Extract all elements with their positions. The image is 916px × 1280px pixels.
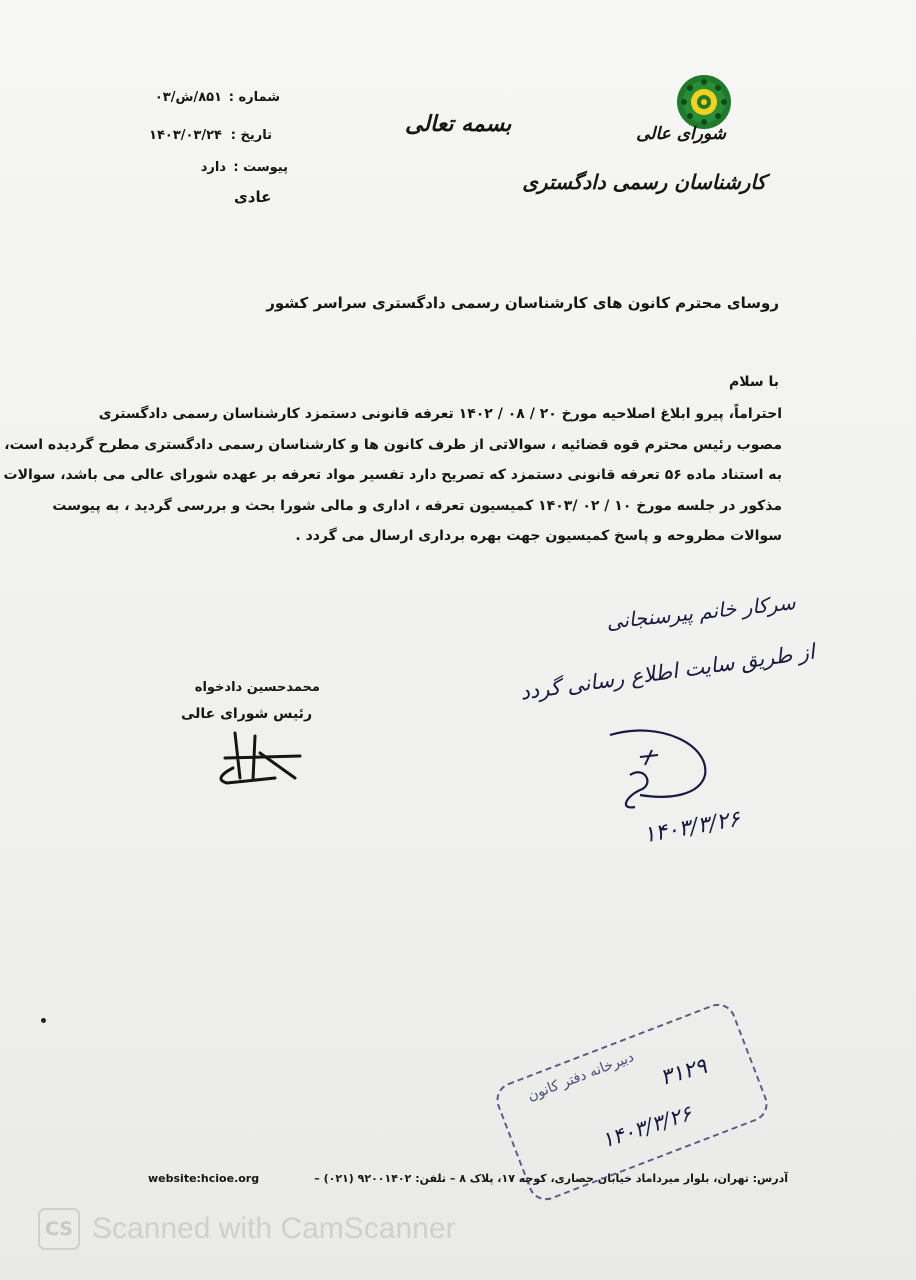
watermark-text: Scanned with CamScanner — [92, 1212, 456, 1245]
council-emblem-icon — [676, 74, 732, 130]
letter-body — [3, 399, 782, 552]
body-line: احتراماً، پیرو ابلاغ اصلاحیه مورخ ۲۰ / ۰۸ / ۱۴۰۲ تعرفه قانونی دستمزد کارشناسان رسمی دادگستری — [98, 406, 782, 422]
signer-title: رئیس شورای عالی — [180, 706, 312, 722]
camscanner-watermark — [38, 1205, 498, 1253]
signature-mark-icon — [205, 728, 310, 788]
letter-date-label: تاریخ : — [230, 128, 272, 143]
stamp-title: دبیرخانه دفتر کانون — [525, 1049, 637, 1105]
bismillah-heading: بسمه تعالی — [405, 112, 512, 137]
camscanner-logo-icon: CS — [38, 1208, 80, 1250]
letter-number-value: ۸۵۱/ش/۰۳ — [154, 90, 222, 105]
footer-website: website:hcioe.org — [148, 1172, 260, 1185]
letter-date-value: ۱۴۰۳/۰۳/۲۴ — [149, 128, 222, 143]
scan-dot — [41, 1018, 46, 1023]
stamp-date: ۱۴۰۳/۳/۲۶ — [598, 1101, 695, 1153]
body-line: به استناد ماده ۵۶ تعرفه قانونی دستمزد که تصریح دارد تفسیر مواد تعرفه بر عهده شورای عالی می باشد، سوالات — [3, 467, 782, 483]
body-line: مذکور در جلسه مورخ ۱۰ / ۰۲ /۱۴۰۳ کمیسیون تعرفه ، اداری و مالی شورا بحث و بررسی گردید ، به پیوست — [52, 497, 782, 514]
logo-text-council: شورای عالی — [636, 124, 726, 144]
logo-text-experts: کارشناسان رسمی دادگستری — [522, 170, 766, 194]
signer-name: محمدحسین دادخواه — [194, 680, 320, 695]
body-line: سوالات مطروحه و پاسخ کمیسیون جهت بهره برداری ارسال می گردد . — [295, 528, 782, 544]
stamp-number: ۳۱۲۹ — [657, 1053, 710, 1092]
handwritten-note-line1: سرکار خانم پیرسنجانی — [605, 590, 797, 634]
handwritten-note-date: ۱۴۰۳/۳/۲۶ — [642, 806, 743, 849]
letter-priority: عادی — [234, 188, 272, 206]
letter-number-label: شماره : — [228, 90, 280, 105]
letter-attachment-value: دارد — [200, 160, 226, 175]
letter-greeting: با سلام — [728, 374, 779, 390]
body-line: مصوب رئیس محترم قوه قضائیه ، سوالاتی از طرف کانون ها و کارشناسان رسمی دادگستری مطرح گردیده است، — [4, 436, 782, 453]
footer-address: آدرس: تهران، بلوار میرداماد خیابان حصاری، کوچه ۱۷، پلاک ۸ – تلفن: ۹۲۰۰۱۴۰۲ (۰۲۱) – — [314, 1172, 788, 1185]
handwritten-note-line2: از طریق سایت اطلاع رسانی گردد — [518, 639, 817, 705]
letter-recipient: روسای محترم کانون های کارشناسان رسمی دادگستری سراسر کشور — [266, 294, 779, 312]
letter-attachment-label: پیوست : — [233, 160, 288, 175]
handwritten-initials-icon — [600, 715, 720, 815]
